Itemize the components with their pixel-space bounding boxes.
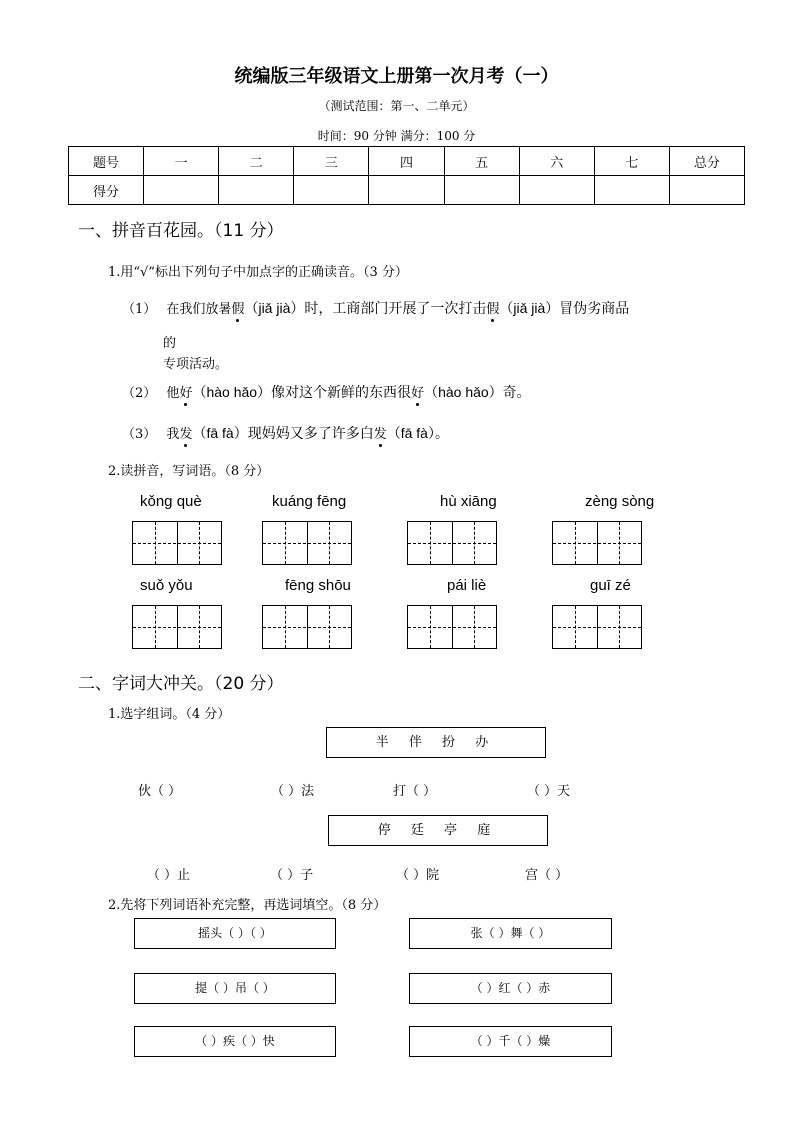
score-cell: 一 — [144, 147, 219, 176]
fill-blank-word[interactable]: 宫（ ） — [525, 868, 569, 883]
score-cell: 四 — [369, 147, 444, 176]
pinyin-choice[interactable]: （jiǎ jià）冒伪劣商品 — [499, 300, 630, 316]
pinyin-choice[interactable]: （hào hǎo）像对这个新鲜的东西很 — [192, 384, 412, 400]
writing-grid[interactable] — [407, 521, 497, 565]
score-cell: 三 — [294, 147, 369, 176]
item-number: （1） — [122, 302, 157, 317]
pinyin-choice[interactable]: （hào hǎo）奇。 — [424, 384, 531, 400]
score-table — [68, 146, 745, 205]
pinyin-label: kuáng fēng — [272, 493, 347, 510]
time-info: 时间：90 分钟 满分：100 分 — [317, 129, 476, 143]
page-title: 统编版三年级语文上册第一次月考（一） — [234, 66, 559, 87]
dotted-char: 好 — [411, 386, 425, 401]
score-input-cell[interactable] — [594, 176, 669, 205]
writing-grid[interactable] — [262, 605, 352, 649]
score-input-cell[interactable] — [294, 176, 369, 205]
score-cell: 六 — [519, 147, 594, 176]
pinyin-label: fēng shōu — [285, 577, 351, 594]
idiom-fill-box[interactable]: 摇头（ ）（ ） — [134, 918, 336, 949]
score-input-cell[interactable] — [219, 176, 294, 205]
s1-q1-item1 — [122, 298, 629, 318]
score-cell: 二 — [219, 147, 294, 176]
score-input-cell[interactable] — [369, 176, 444, 205]
s2-q2-prompt: 2.先将下列词语补充完整，再选词填空。（8 分） — [108, 898, 387, 913]
pinyin-label: hù xiāng — [440, 493, 497, 510]
section1-title: 一、拼音百花园。（11 分） — [78, 221, 284, 241]
score-cell: 总分 — [669, 147, 744, 176]
writing-grid[interactable] — [132, 605, 222, 649]
test-scope: （测试范围：第一、二单元） — [318, 99, 475, 113]
char-choice-box-1: 半 伴 扮 办 — [326, 727, 546, 758]
pinyin-label: pái liè — [447, 577, 487, 594]
item-number: （3） — [122, 427, 157, 442]
dotted-char: 假 — [486, 302, 500, 317]
item-text: 在我们放暑 — [166, 302, 232, 317]
idiom-fill-box[interactable]: 张（ ）舞（ ） — [409, 918, 612, 949]
fill-blank-word[interactable]: （ ）子 — [270, 868, 314, 883]
idiom-fill-box[interactable]: （ ）千（ ）燥 — [409, 1026, 612, 1057]
score-row-label: 得分 — [69, 176, 144, 205]
s2-q1-prompt: 1.选字组词。（4 分） — [108, 707, 231, 722]
dotted-char: 假 — [231, 302, 245, 317]
dotted-char: 发 — [179, 427, 193, 442]
pinyin-label: guī zé — [590, 577, 631, 594]
score-table-header-row — [69, 147, 745, 176]
writing-grid[interactable] — [552, 605, 642, 649]
score-input-cell[interactable] — [444, 176, 519, 205]
fill-blank-word[interactable]: 打（ ） — [393, 784, 437, 799]
score-input-cell[interactable] — [669, 176, 744, 205]
writing-grid[interactable] — [407, 605, 497, 649]
score-cell: 题号 — [69, 147, 144, 176]
writing-grid[interactable] — [262, 521, 352, 565]
score-input-cell[interactable] — [519, 176, 594, 205]
score-input-cell[interactable] — [144, 176, 219, 205]
idiom-fill-box[interactable]: （ ）疾（ ）快 — [134, 1026, 336, 1057]
idiom-fill-box[interactable]: 提（ ）吊（ ） — [134, 973, 336, 1004]
fill-blank-word[interactable]: （ ）止 — [147, 868, 191, 883]
dotted-char: 发 — [373, 427, 387, 442]
fill-blank-word[interactable]: 伙（ ） — [138, 784, 182, 799]
pinyin-choice[interactable]: （jiǎ jià）时，工商部门开展了一次打击 — [244, 300, 487, 316]
idiom-fill-box[interactable]: （ ）红（ ）赤 — [409, 973, 612, 1004]
pinyin-choice[interactable]: （fā fà）。 — [386, 425, 449, 441]
item-number: （2） — [122, 386, 157, 401]
s1-q1-item1-wrap1: 的 — [163, 336, 177, 351]
item-text: 他 — [166, 386, 180, 401]
s1-q1-prompt: 1.用“√”标出下列句子中加点字的正确读音。（3 分） — [108, 265, 408, 280]
char-choice-box-2: 停 廷 亭 庭 — [328, 815, 548, 846]
s1-q1-item1-wrap2: 专项活动。 — [163, 357, 229, 372]
score-table-score-row — [69, 176, 745, 205]
pinyin-label: zèng sòng — [585, 493, 655, 510]
s1-q1-item2 — [122, 382, 531, 402]
writing-grid[interactable] — [552, 521, 642, 565]
item-text: 我 — [166, 427, 180, 442]
fill-blank-word[interactable]: （ ）法 — [271, 784, 315, 799]
score-cell: 五 — [444, 147, 519, 176]
score-cell: 七 — [594, 147, 669, 176]
pinyin-label: suǒ yǒu — [140, 577, 193, 594]
fill-blank-word[interactable]: （ ）院 — [396, 868, 440, 883]
fill-blank-word[interactable]: （ ）天 — [527, 784, 571, 799]
s1-q1-item3 — [122, 423, 449, 443]
s1-q2-prompt: 2.读拼音，写词语。（8 分） — [108, 464, 270, 479]
pinyin-choice[interactable]: （fā fà）现妈妈又多了许多白 — [192, 425, 374, 441]
dotted-char: 好 — [179, 386, 193, 401]
writing-grid[interactable] — [132, 521, 222, 565]
section2-title: 二、字词大冲关。（20 分） — [78, 674, 284, 694]
pinyin-label: kǒng què — [140, 493, 202, 510]
